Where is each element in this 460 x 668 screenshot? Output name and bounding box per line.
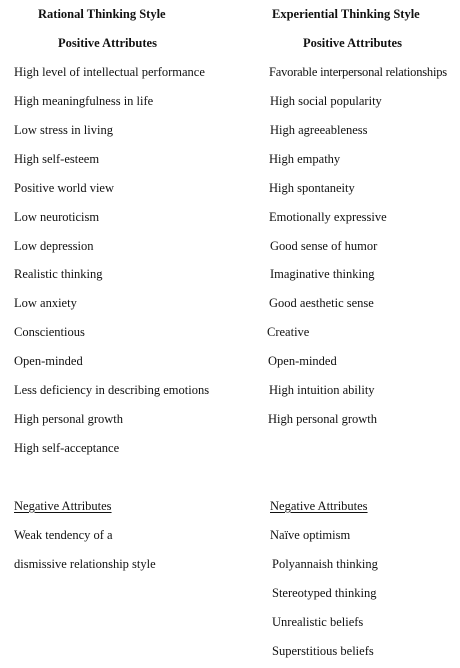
experiential-positive-item: High social popularity <box>270 94 382 108</box>
rational-positive-item: Realistic thinking <box>14 267 103 281</box>
experiential-positive-item: Open-minded <box>268 354 337 368</box>
experiential-positive-item: Emotionally expressive <box>269 210 387 224</box>
rational-positive-item: Low neuroticism <box>14 210 100 224</box>
rational-positive-item: High level of intellectual performance <box>14 65 205 79</box>
rational-positive-item: Positive world view <box>14 181 114 195</box>
rational-positive-item: High personal growth <box>14 412 124 426</box>
experiential-negative-title: Negative Attributes <box>270 499 368 513</box>
experiential-positive-item: High intuition ability <box>269 383 375 397</box>
rational-positive-item: Low anxiety <box>14 296 77 310</box>
experiential-negative-item: Unrealistic beliefs <box>272 615 364 629</box>
experiential-positive-item: Good aesthetic sense <box>269 296 374 310</box>
experiential-style-title: Experiential Thinking Style <box>272 7 420 21</box>
experiential-negative-item: Naïve optimism <box>270 528 351 542</box>
experiential-positive-item: High personal growth <box>268 412 378 426</box>
rational-positive-title: Positive Attributes <box>58 36 157 50</box>
experiential-positive-item: High empathy <box>269 152 341 166</box>
rational-negative-item: dismissive relationship style <box>14 557 156 571</box>
rational-negative-title: Negative Attributes <box>14 499 112 513</box>
rational-negative-item: Weak tendency of a <box>14 528 113 542</box>
experiential-positive-item: Favorable interpersonal relationships <box>269 65 447 79</box>
experiential-positive-item: Creative <box>267 325 310 339</box>
rational-style-title: Rational Thinking Style <box>38 7 166 21</box>
rational-positive-item: High self-acceptance <box>14 441 120 455</box>
experiential-negative-item: Polyannaish thinking <box>272 557 378 571</box>
experiential-positive-item: Good sense of humor <box>270 239 378 253</box>
experiential-positive-title: Positive Attributes <box>303 36 402 50</box>
rational-positive-item: Less deficiency in describing emotions <box>14 383 210 397</box>
experiential-positive-item: High agreeableness <box>270 123 368 137</box>
experiential-negative-item: Superstitious beliefs <box>272 644 374 658</box>
experiential-positive-item: Imaginative thinking <box>270 267 375 281</box>
experiential-negative-item: Stereotyped thinking <box>272 586 377 600</box>
rational-positive-item: High meaningfulness in life <box>14 94 154 108</box>
rational-positive-item: Low depression <box>14 239 94 253</box>
rational-positive-item: Conscientious <box>14 325 85 339</box>
rational-positive-item: High self-esteem <box>14 152 100 166</box>
rational-positive-item: Open-minded <box>14 354 83 368</box>
rational-positive-item: Low stress in living <box>14 123 113 137</box>
experiential-positive-item: High spontaneity <box>269 181 355 195</box>
